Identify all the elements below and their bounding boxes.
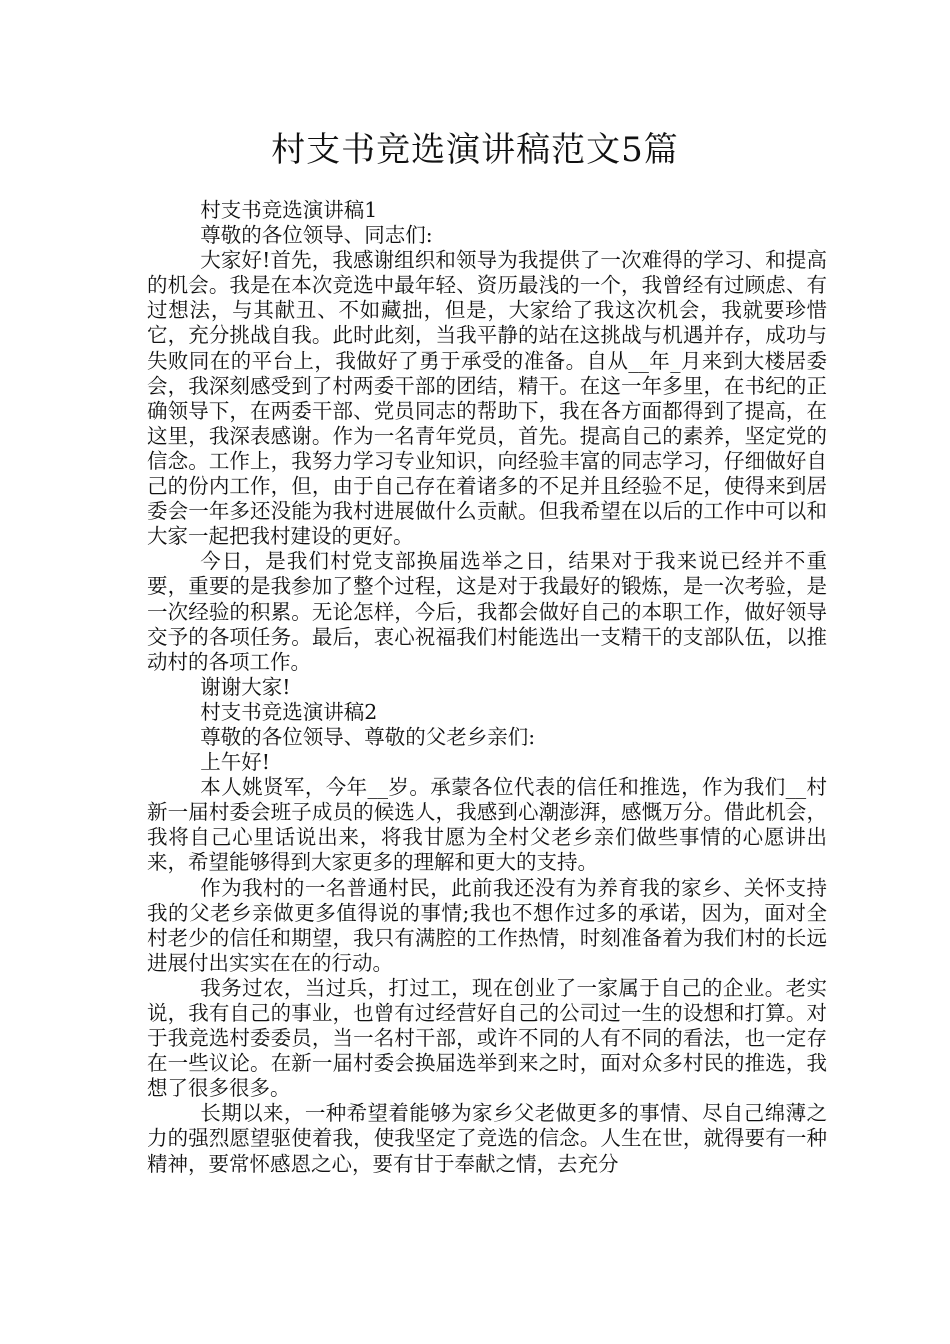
greeting: 上午好!: [200, 750, 271, 775]
document-title: 村支书竞选演讲稿范文5篇: [271, 130, 679, 170]
salutation-1: 尊敬的各位领导、同志们:: [200, 223, 433, 248]
salutation-2: 尊敬的各位领导、尊敬的父老乡亲们:: [200, 724, 536, 749]
paragraph: 我务过农，当过兵，打过工，现在创业了一家属于自己的企业。老实说，我有自己的事业，也曾有过经营好自己的公司过一生的设想和打算。对于我竞选村委委员，当一名村干部，或许不同的人有不同的看法，也一定存在一些议论。在新一届村委会换届选举到来之时，面对众多村民的推选，我想了很多很多。: [147, 975, 827, 1101]
paragraph: 今日，是我们村党支部换届选举之日，结果对于我来说已经并不重要，重要的是我参加了整个过程，这是对于我最好的锻炼，是一次考验，是一次经验的积累。无论怎样，今后，我都会做好自己的本职工作，做好领导交予的各项任务。最后，衷心祝福我们村能选出一支精干的支部队伍，以推动村的各项工作。: [147, 549, 827, 674]
speech-heading-2: 村支书竞选演讲稿2: [200, 699, 378, 724]
closing-thanks: 谢谢大家!: [200, 674, 291, 699]
paragraph: 本人姚贤军，今年__岁。承蒙各位代表的信任和推选，作为我们__村新一届村委会班子成员的候选人，我感到心潮澎湃，感慨万分。借此机会，我将自己心里话说出来，将我甘愿为全村父老乡亲们做些事情的心愿讲出来，希望能够得到大家更多的理解和更大的支持。: [147, 775, 827, 875]
speech-heading-1: 村支书竞选演讲稿1: [200, 198, 378, 222]
document-body: [147, 198, 827, 1177]
paragraph: 长期以来，一种希望着能够为家乡父老做更多的事情、尽自己绵薄之力的强烈愿望驱使着我，使我坚定了竞选的信念。人生在世，就得要有一种精神，要常怀感恩之心，要有甘于奉献之情，去充分: [147, 1101, 827, 1176]
paragraph: 作为我村的一名普通村民，此前我还没有为养育我的家乡、关怀支持我的父老乡亲做更多值得说的事情;我也不想作过多的承诺，因为，面对全村老少的信任和期望，我只有满腔的工作热情，时刻准备着为我们村的长远进展付出实实在在的行动。: [147, 875, 827, 975]
paragraph: 大家好!首先，我感谢组织和领导为我提供了一次难得的学习、和提高的机会。我是在本次竞选中最年轻、资历最浅的一个，我曾经有过顾虑、有过想法，与其献丑、不如藏拙，但是，大家给了我这次机会，我就要珍惜它，充分挑战自我。此时此刻，当我平静的站在这挑战与机遇并存，成功与失败同在的平台上，我做好了勇于承受的准备。自从__年_月来到大楼居委会，我深刻感受到了村两委干部的团结，精干。在这一年多里，在书纪的正确领导下，在两委干部、党员同志的帮助下，我在各方面都得到了提高，在这里，我深表感谢。作为一名青年党员，首先。提高自己的素养，坚定党的信念。工作上，我努力学习专业知识，向经验丰富的同志学习，仔细做好自己的份内工作，但，由于自己存在着诸多的不足并且经验不足，使得来到居委会一年多还没能为我村进展做什么贡献。但我希望在以后的工作中可以和大家一起把我村建设的更好。: [147, 248, 827, 549]
